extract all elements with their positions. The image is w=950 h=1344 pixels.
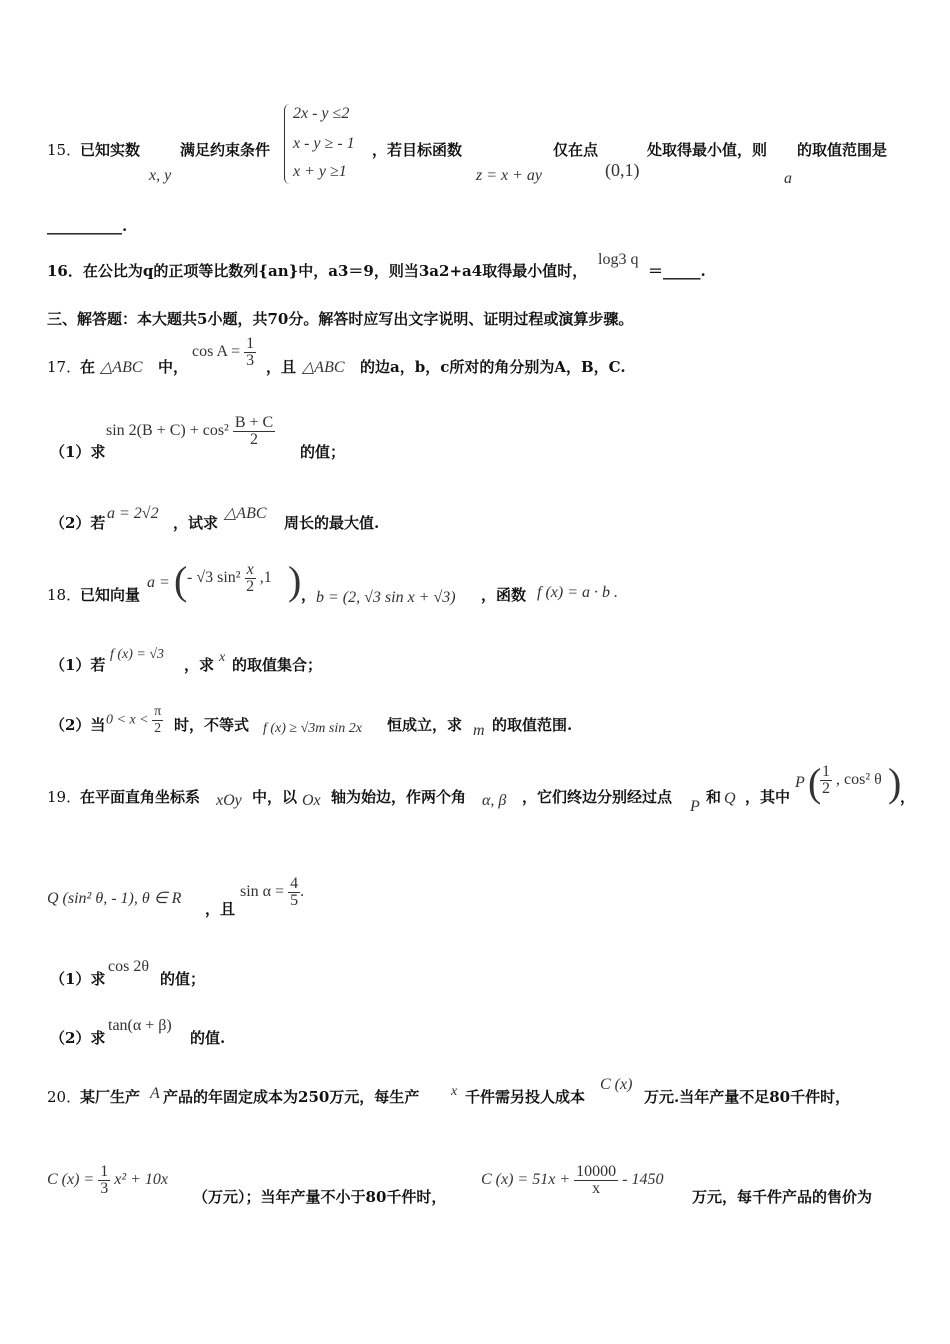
q18-part1-x: x <box>219 650 226 665</box>
q19-point-q: Q <box>724 790 736 807</box>
q15-constraint-brace <box>284 104 291 184</box>
q20-x: x <box>451 1084 458 1099</box>
q19-sin-num: 4 <box>290 875 299 892</box>
q18-vector-a: a = <box>147 574 170 591</box>
q20-cost-low-tail: x² + 10x <box>114 1171 169 1189</box>
q19-p-den: 2 <box>822 780 830 797</box>
q18-part2-mid2: 恒成立，求 <box>387 716 463 734</box>
q17-part1-label: （1）求 <box>50 443 106 461</box>
q20-c1-num: 1 <box>100 1163 109 1180</box>
q18-number: 18． <box>47 586 82 604</box>
q20-text-4: 万元.当年产量不足80千件时， <box>644 1088 851 1106</box>
q17-part2-mid: ，试求 <box>173 514 219 532</box>
q19-q-definition: Q (sin² θ, - 1), θ ∈ R <box>47 890 182 907</box>
q19-part2-label: （2）求 <box>50 1029 106 1047</box>
q17-text-3: ，且 <box>266 358 297 376</box>
q15-constraint-1: 2x - y ≤2 <box>293 105 350 122</box>
q19-p-definition <box>820 764 882 797</box>
q19-sin-dot: . <box>300 883 305 901</box>
q18-part2-mid: 时，不等式 <box>174 716 250 734</box>
section-3-heading: 三、解答题：本大题共5小题，共70分。解答时应写出文字说明、证明过程或演算步骤。 <box>47 310 634 328</box>
q18-a-tail: ,1 <box>259 569 272 587</box>
q17-part1-num: B + C <box>234 414 274 431</box>
q16-tail: ＝_____. <box>648 262 706 280</box>
q15-text-5: 处取得最小值，则 <box>647 141 768 159</box>
q18-part2-fraction <box>152 704 163 737</box>
q18-part2-tail: 的取值范围. <box>492 716 573 734</box>
q17-cos-a-fraction <box>244 336 256 369</box>
q17-text-2: 中， <box>158 358 189 376</box>
q20-c1-den: 3 <box>100 1180 109 1197</box>
q17-text-1: 在 <box>80 358 96 376</box>
q19-text-3: 轴为始边，作两个角 <box>331 788 467 806</box>
q18-part2-num: π <box>154 704 162 719</box>
q19-p-num: 1 <box>822 763 830 780</box>
q17-triangle: △ABC <box>100 359 143 376</box>
q20-text-3: 千件需另投人成本 <box>465 1088 586 1106</box>
q20-cost-high-tail: - 1450 <box>622 1171 664 1189</box>
q19-xoy: xOy <box>216 792 242 809</box>
q16-text: 16．在公比为q的正项等比数列{an}中，a3＝9，则当3a2+a4取得最小值时， <box>47 262 588 280</box>
q19-part2-tail: 的值. <box>190 1029 226 1047</box>
q15-text-1: 已知实数 <box>80 141 141 159</box>
q15-text-6: 的取值范围是 <box>797 141 888 159</box>
q19-p-definition-head: P <box>795 774 805 791</box>
q17-part2-expr: a = 2√2 <box>107 505 159 522</box>
q19-angles: α, β <box>482 792 507 809</box>
q18-text-3: ，函数 <box>481 586 527 604</box>
q18-vector-b: b = (2, √3 sin x + √3) <box>316 589 456 606</box>
q17-part1-fraction <box>233 415 275 448</box>
q17-part2-label: （2）若 <box>50 514 106 532</box>
q19-part2-expr: tan(α + β) <box>108 1017 172 1034</box>
q17-cos-a-label: cos A = <box>192 343 241 361</box>
q18-part2-inequality: f (x) ≥ √3m sin 2x <box>263 721 362 736</box>
q17-part2-triangle: △ABC <box>224 505 267 522</box>
q18-part2-label: （2）当 <box>50 716 106 734</box>
q19-p-left-paren: ( <box>808 760 822 805</box>
q19-ox: Ox <box>302 792 321 809</box>
q17-part2-tail: 周长的最大值. <box>284 514 380 532</box>
q18-a-comp: - √3 sin² <box>187 569 241 587</box>
q17-number: 17． <box>47 358 82 376</box>
q15-text-4: 仅在点 <box>553 141 599 159</box>
q19-sin-alpha-head: sin α = <box>240 883 285 901</box>
q17-part1-tail: 的值； <box>300 443 346 461</box>
q15-objective: z = x + ay <box>476 167 543 184</box>
q19-text-8: ，且 <box>205 900 236 918</box>
q17-text-4: 的边a，b，c所对的角分别为A，B，C. <box>360 358 626 376</box>
q18-part1-mid: ，求 <box>184 656 215 674</box>
q19-sin-alpha-fraction <box>288 876 300 909</box>
q19-part1-tail: 的值； <box>160 970 206 988</box>
q18-a-den: 2 <box>246 578 255 595</box>
q18-a-fraction <box>245 562 256 595</box>
q19-part1-expr: cos 2θ <box>108 958 149 975</box>
q17-part1-expr <box>106 415 275 448</box>
q15-constraint-3: x + y ≥1 <box>293 163 347 180</box>
q17-triangle-2: △ABC <box>302 359 345 376</box>
q18-vector-a-components <box>187 562 272 595</box>
q19-part1-label: （1）求 <box>50 970 106 988</box>
q16-log: log3 q <box>598 251 639 268</box>
q20-text-6: 万元，每千件产品的售价为 <box>692 1188 873 1206</box>
q18-part2-range-head: 0 < x < <box>106 712 149 728</box>
q17-part1-den: 2 <box>250 431 259 448</box>
q15-text-3: ，若目标函数 <box>372 141 463 159</box>
q15-number: 15． <box>47 141 82 159</box>
q15-var-a: a <box>784 170 792 187</box>
q20-product-a: A <box>150 1085 160 1102</box>
q20-cost-high <box>481 1164 663 1197</box>
q19-p-fraction <box>820 764 832 797</box>
q20-c2-num: 10000 <box>576 1163 617 1180</box>
q20-cost-low-fraction <box>98 1164 110 1197</box>
q20-cost-high-fraction <box>574 1164 618 1197</box>
q19-text-2: 中，以 <box>252 788 298 806</box>
q15-point: (0,1) <box>605 160 640 180</box>
q19-number: 19． <box>47 788 82 806</box>
q20-cost-function: C (x) <box>600 1076 633 1093</box>
q20-text-5: （万元）；当年产量不小于80千件时， <box>193 1188 447 1206</box>
q18-part2-range <box>106 704 163 737</box>
q15-text-2: 满足约束条件 <box>180 141 271 159</box>
q18-part1-expr: f (x) = √3 <box>110 647 165 662</box>
q18-part1-label: （1）若 <box>50 656 106 674</box>
q19-point-p: P <box>690 798 700 815</box>
q19-p-right-paren: ) <box>888 760 902 805</box>
q17-cos-a <box>192 336 256 369</box>
q19-text-1: 在平面直角坐标系 <box>80 788 201 806</box>
q18-text-2: ， <box>301 586 317 604</box>
q20-cost-high-head: C (x) = 51x + <box>481 1171 571 1189</box>
q19-p-tail: , cos² θ <box>836 771 882 789</box>
q18-text-1: 已知向量 <box>80 586 141 604</box>
q17-part1-expr-head: sin 2(B + C) + cos² <box>106 422 233 440</box>
q18-part2-m: m <box>473 722 485 739</box>
q18-right-paren: ) <box>288 558 302 603</box>
q20-c2-den: x <box>592 1180 601 1197</box>
q15-answer-blank: __________. <box>47 217 128 235</box>
q15-vars: x, y <box>149 167 172 184</box>
q20-number: 20． <box>47 1088 82 1106</box>
q20-cost-low-head: C (x) = <box>47 1171 95 1189</box>
q19-text-7: ， <box>900 788 916 806</box>
q18-function-def: f (x) = a · b . <box>537 584 618 601</box>
q17-frac-num: 1 <box>246 335 255 352</box>
q18-part1-tail: 的取值集合； <box>232 656 323 674</box>
q19-sin-den: 5 <box>290 892 299 909</box>
q18-a-num: x <box>246 561 254 578</box>
q18-part2-den: 2 <box>154 721 162 736</box>
q15-constraint-2: x - y ≥ - 1 <box>293 135 355 152</box>
q18-left-paren: ( <box>174 558 188 603</box>
q19-text-5: 和 <box>706 788 722 806</box>
q20-text-2: 产品的年固定成本为250万元，每生产 <box>163 1088 420 1106</box>
q20-cost-low <box>47 1164 168 1197</box>
q19-sin-alpha <box>240 876 304 909</box>
q20-text-1: 某厂生产 <box>80 1088 141 1106</box>
q19-text-4: ，它们终边分别经过点 <box>522 788 673 806</box>
q19-text-6: ，其中 <box>745 788 791 806</box>
q17-frac-den: 3 <box>246 352 255 369</box>
